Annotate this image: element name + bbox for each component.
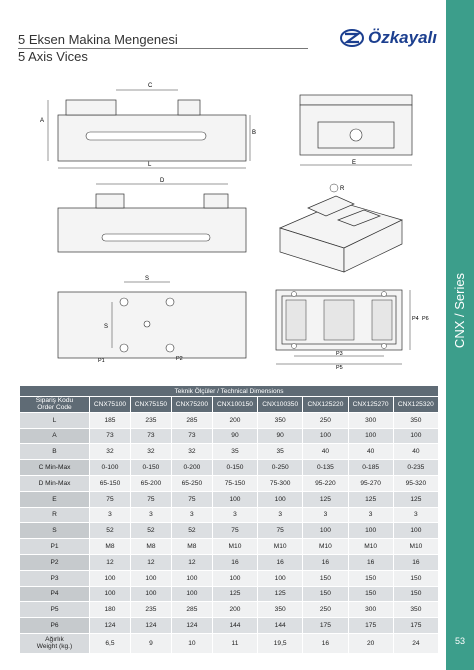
table-cell: 124 xyxy=(171,618,212,634)
technical-dimensions-table xyxy=(19,385,439,654)
model-header: CNX125320 xyxy=(393,397,438,413)
model-header: CNX125220 xyxy=(303,397,348,413)
table-cell: 150 xyxy=(303,586,348,602)
table-cell: 65-150 xyxy=(90,475,131,491)
table-cell: 144 xyxy=(258,618,303,634)
table-cell: 12 xyxy=(90,554,131,570)
table-cell: 35 xyxy=(212,444,257,460)
dim-label-r: R xyxy=(340,186,345,192)
table-cell: 144 xyxy=(212,618,257,634)
table-cell: 350 xyxy=(393,602,438,618)
table-cell: 3 xyxy=(303,507,348,523)
table-cell: 75 xyxy=(258,523,303,539)
table-cell: 250 xyxy=(303,412,348,428)
table-cell: 285 xyxy=(171,412,212,428)
table-cell: 100 xyxy=(348,428,393,444)
table-cell: 350 xyxy=(258,412,303,428)
table-cell: 32 xyxy=(90,444,131,460)
table-cell: 95-220 xyxy=(303,475,348,491)
bottom-view-drawing xyxy=(58,276,246,364)
table-cell: 40 xyxy=(348,444,393,460)
table-cell: 100 xyxy=(171,586,212,602)
table-cell: 35 xyxy=(258,444,303,460)
table-cell: 185 xyxy=(90,412,131,428)
table-cell: 350 xyxy=(393,412,438,428)
table-cell: 32 xyxy=(171,444,212,460)
table-cell: 75 xyxy=(130,491,171,507)
table-cell: 175 xyxy=(393,618,438,634)
table-cell: 235 xyxy=(130,412,171,428)
table-row xyxy=(20,460,439,476)
row-label: P3 xyxy=(20,570,90,586)
row-label: P2 xyxy=(20,554,90,570)
row-label: S xyxy=(20,523,90,539)
table-cell: 150 xyxy=(393,570,438,586)
model-header: CNX75200 xyxy=(171,397,212,413)
table-row xyxy=(20,507,439,523)
table-cell: 95-320 xyxy=(393,475,438,491)
table-cell: M8 xyxy=(90,539,131,555)
table-cell: 125 xyxy=(303,491,348,507)
table-cell: 124 xyxy=(130,618,171,634)
table-cell: 3 xyxy=(130,507,171,523)
table-cell: 95-270 xyxy=(348,475,393,491)
table-title: Teknik Ölçüler / Technical Dimensions xyxy=(20,386,439,397)
table-cell: 16 xyxy=(303,554,348,570)
table-row xyxy=(20,618,439,634)
table-cell: 0-200 xyxy=(171,460,212,476)
dim-label-p1: P1 xyxy=(98,358,105,364)
table-cell: 150 xyxy=(348,570,393,586)
table-cell: 52 xyxy=(130,523,171,539)
table-cell: 40 xyxy=(303,444,348,460)
weight-label: Ağırlık Weight (kg.) xyxy=(20,633,90,653)
table-cell: 90 xyxy=(258,428,303,444)
table-row xyxy=(20,539,439,555)
brand-logo xyxy=(340,28,437,48)
table-cell: 100 xyxy=(171,570,212,586)
table-cell: 175 xyxy=(348,618,393,634)
dim-label-p3: P3 xyxy=(336,351,343,357)
weight-cell: 9 xyxy=(130,633,171,653)
model-header: CNX75100 xyxy=(90,397,131,413)
dim-label-p2: P2 xyxy=(176,356,183,362)
table-row xyxy=(20,570,439,586)
model-header: CNX100150 xyxy=(212,397,257,413)
weight-cell: 10 xyxy=(171,633,212,653)
table-cell: 235 xyxy=(130,602,171,618)
table-cell: 52 xyxy=(171,523,212,539)
table-row xyxy=(20,602,439,618)
table-cell: 3 xyxy=(348,507,393,523)
table-row xyxy=(20,444,439,460)
open-jaw-view-drawing xyxy=(58,178,246,252)
table-cell: 73 xyxy=(130,428,171,444)
dim-label-d: D xyxy=(160,178,165,184)
weight-cell: 16 xyxy=(303,633,348,653)
table-cell: 75 xyxy=(171,491,212,507)
dim-label-e: E xyxy=(352,160,357,166)
table-cell: 90 xyxy=(212,428,257,444)
table-cell: 16 xyxy=(212,554,257,570)
table-cell: 100 xyxy=(212,570,257,586)
table-row xyxy=(20,491,439,507)
table-cell: 0-135 xyxy=(303,460,348,476)
table-cell: 300 xyxy=(348,602,393,618)
table-cell: 300 xyxy=(348,412,393,428)
table-cell: 16 xyxy=(393,554,438,570)
dim-label-c: C xyxy=(148,83,153,89)
table-cell: 73 xyxy=(171,428,212,444)
dim-label-b: B xyxy=(252,130,257,136)
table-cell: 100 xyxy=(258,570,303,586)
table-cell: 124 xyxy=(90,618,131,634)
table-cell: M10 xyxy=(258,539,303,555)
table-cell: 150 xyxy=(348,586,393,602)
table-cell: 40 xyxy=(393,444,438,460)
row-label: C Min-Max xyxy=(20,460,90,476)
table-cell: 75 xyxy=(90,491,131,507)
table-cell: 250 xyxy=(303,602,348,618)
table-cell: 350 xyxy=(258,602,303,618)
order-code-header: Sipariş Kodu Order Code xyxy=(20,397,90,413)
brand-emblem-icon xyxy=(340,28,364,48)
table-row xyxy=(20,428,439,444)
table-cell: M10 xyxy=(212,539,257,555)
table-cell: 0-185 xyxy=(348,460,393,476)
table-cell: 0-100 xyxy=(90,460,131,476)
model-header: CNX75150 xyxy=(130,397,171,413)
table-cell: 3 xyxy=(90,507,131,523)
table-cell: 125 xyxy=(212,586,257,602)
table-cell: M8 xyxy=(130,539,171,555)
table-cell: 100 xyxy=(348,523,393,539)
table-cell: 175 xyxy=(303,618,348,634)
model-header: CNX125270 xyxy=(348,397,393,413)
table-cell: 0-150 xyxy=(130,460,171,476)
weight-cell: 20 xyxy=(348,633,393,653)
table-cell: 100 xyxy=(303,523,348,539)
weight-cell: 24 xyxy=(393,633,438,653)
table-cell: 52 xyxy=(90,523,131,539)
table-cell: 200 xyxy=(212,412,257,428)
table-cell: 75-150 xyxy=(212,475,257,491)
base-plate-view-drawing xyxy=(276,290,429,370)
table-cell: 100 xyxy=(393,428,438,444)
table-cell: 75-300 xyxy=(258,475,303,491)
table-cell: M10 xyxy=(348,539,393,555)
weight-row xyxy=(20,633,439,653)
row-label: R xyxy=(20,507,90,523)
table-row xyxy=(20,412,439,428)
table-cell: 150 xyxy=(393,586,438,602)
dim-label-s: S xyxy=(145,276,150,282)
dim-label-a: A xyxy=(40,118,45,124)
table-cell: 3 xyxy=(171,507,212,523)
dim-label-s2: S xyxy=(104,324,109,330)
table-cell: 100 xyxy=(130,586,171,602)
table-cell: 125 xyxy=(348,491,393,507)
row-label: P6 xyxy=(20,618,90,634)
table-row xyxy=(20,586,439,602)
dim-label-p5: P5 xyxy=(336,365,343,370)
table-cell: 12 xyxy=(171,554,212,570)
table-cell: 3 xyxy=(393,507,438,523)
table-cell: 285 xyxy=(171,602,212,618)
table-cell: 0-250 xyxy=(258,460,303,476)
weight-cell: 6,5 xyxy=(90,633,131,653)
table-cell: 100 xyxy=(393,523,438,539)
table-cell: 73 xyxy=(90,428,131,444)
table-cell: 12 xyxy=(130,554,171,570)
table-cell: 0-150 xyxy=(212,460,257,476)
table-row xyxy=(20,554,439,570)
row-label: P1 xyxy=(20,539,90,555)
front-view-drawing xyxy=(300,95,412,166)
dim-label-l: L xyxy=(148,162,152,168)
row-label: A xyxy=(20,428,90,444)
table-cell: 100 xyxy=(130,570,171,586)
row-label: B xyxy=(20,444,90,460)
table-cell: 100 xyxy=(90,570,131,586)
model-header: CNX100350 xyxy=(258,397,303,413)
table-cell: M8 xyxy=(171,539,212,555)
table-cell: M10 xyxy=(393,539,438,555)
side-view-drawing xyxy=(40,83,256,168)
table-row xyxy=(20,523,439,539)
table-cell: 100 xyxy=(90,586,131,602)
series-label: CNX / Series xyxy=(452,272,468,348)
table-cell: 100 xyxy=(212,491,257,507)
table-cell: 16 xyxy=(258,554,303,570)
row-label: P4 xyxy=(20,586,90,602)
table-cell: 75 xyxy=(212,523,257,539)
table-cell: M10 xyxy=(303,539,348,555)
table-row xyxy=(20,475,439,491)
brand-name: Özkayalı xyxy=(368,28,437,47)
weight-cell: 11 xyxy=(212,633,257,653)
table-cell: 125 xyxy=(393,491,438,507)
page-title-tr: 5 Eksen Makina Mengenesi xyxy=(18,32,178,47)
row-label: L xyxy=(20,412,90,428)
table-cell: 32 xyxy=(130,444,171,460)
row-label: E xyxy=(20,491,90,507)
isometric-view-drawing xyxy=(280,184,402,272)
table-cell: 65-200 xyxy=(130,475,171,491)
row-label: P5 xyxy=(20,602,90,618)
table-cell: 125 xyxy=(258,586,303,602)
table-cell: 200 xyxy=(212,602,257,618)
row-label: D Min-Max xyxy=(20,475,90,491)
table-cell: 180 xyxy=(90,602,131,618)
table-cell: 16 xyxy=(348,554,393,570)
dim-label-p6: P6 xyxy=(422,316,429,322)
table-cell: 100 xyxy=(258,491,303,507)
table-cell: 100 xyxy=(303,428,348,444)
page-number: 53 xyxy=(454,636,465,646)
page-title-en: 5 Axis Vices xyxy=(18,49,88,64)
table-cell: 65-250 xyxy=(171,475,212,491)
table-cell: 150 xyxy=(303,570,348,586)
table-cell: 3 xyxy=(258,507,303,523)
dim-label-p4: P4 xyxy=(412,316,419,322)
table-cell: 0-235 xyxy=(393,460,438,476)
table-cell: 3 xyxy=(212,507,257,523)
weight-cell: 19,5 xyxy=(258,633,303,653)
technical-drawings xyxy=(18,70,438,370)
